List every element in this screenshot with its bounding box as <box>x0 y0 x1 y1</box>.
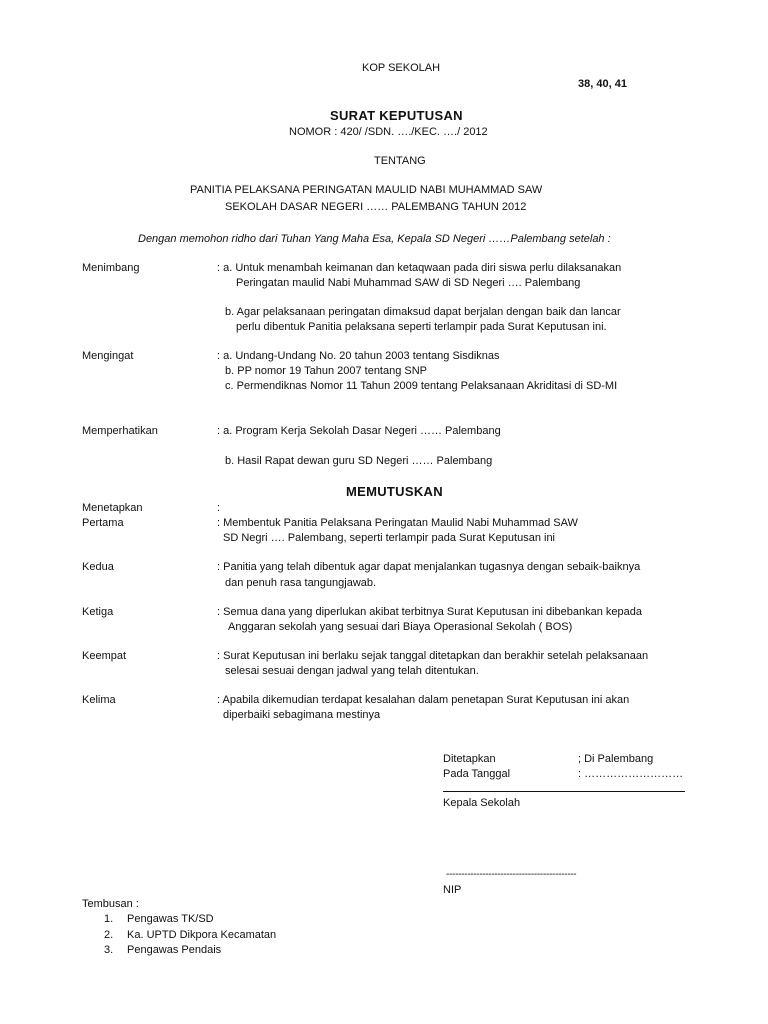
memperhatikan-b: b. Hasil Rapat dewan guru SD Negeri …… Palembang <box>225 455 493 467</box>
menimbang-b-line1: b. Agar pelaksanaan peringatan dimaksud dapat berjalan dengan baik dan lancar <box>225 306 621 318</box>
tembusan-title: Tembusan : <box>82 898 139 910</box>
signature-dashed-line: ------------------------------------------- <box>446 869 577 880</box>
kelima-line1: : Apabila dikemudian terdapat kesalahan dalam penetapan Surat Keputusan ini akan <box>217 694 630 706</box>
kedua-line1: : Panitia yang telah dibentuk agar dapat menjalankan tugasnya dengan sebaik-baiknya <box>217 561 641 573</box>
memutuskan-heading: MEMUTUSKAN <box>346 484 443 499</box>
pertama-line2: SD Negri …. Palembang, seperti terlampir pada Surat Keputusan ini <box>223 532 556 544</box>
memperhatikan-label: Memperhatikan <box>82 425 158 437</box>
kedua-label: Kedua <box>82 561 114 573</box>
mengingat-b: b. PP nomor 19 Tahun 2007 tentang SNP <box>225 365 428 377</box>
pada-tanggal-value: : ……………………… <box>578 768 684 780</box>
page-reference: 38, 40, 41 <box>578 78 627 90</box>
ditetapkan-value: ; Di Palembang <box>578 753 654 765</box>
tembusan-item-number: 2. <box>104 929 114 941</box>
mengingat-label: Mengingat <box>82 350 134 362</box>
ketiga-line2: Anggaran sekolah yang sesuai dari Biaya Operasional Sekolah ( BOS) <box>228 621 573 633</box>
tembusan-item-number: 3. <box>104 944 114 956</box>
ditetapkan-label: Ditetapkan <box>443 753 496 765</box>
tentang-heading: TENTANG <box>374 155 426 167</box>
keempat-line1: : Surat Keputusan ini berlaku sejak tanggal ditetapkan dan berakhir setelah pelaksanaan <box>217 650 649 662</box>
menetapkan-label: Menetapkan <box>82 502 143 514</box>
document-title: SURAT KEPUTUSAN <box>330 108 463 123</box>
document-number: NOMOR : 420/ /SDN. …./KEC. …./ 2012 <box>289 126 488 138</box>
kop-sekolah: KOP SEKOLAH <box>362 62 441 74</box>
menimbang-a-line2: Peringatan maulid Nabi Muhammad SAW di SD Negeri …. Palembang <box>236 277 581 289</box>
pertama-label: Pertama <box>82 517 124 529</box>
menimbang-b-line2: perlu dibentuk Panitia pelaksana seperti terlampir pada Surat Keputusan ini. <box>236 321 607 333</box>
preamble: Dengan memohon ridho dari Tuhan Yang Maha Esa, Kepala SD Negeri ……Palembang setelah : <box>138 233 611 245</box>
mengingat-a: : a. Undang-Undang No. 20 tahun 2003 tentang Sisdiknas <box>217 350 500 362</box>
menimbang-a-line1: : a. Untuk menambah keimanan dan ketaqwaan pada diri siswa perlu dilaksanakan <box>217 262 622 274</box>
kelima-label: Kelima <box>82 694 116 706</box>
subject-line-2: SEKOLAH DASAR NEGERI …… PALEMBANG TAHUN 2012 <box>225 201 527 213</box>
tembusan-item: Ka. UPTD Dikpora Kecamatan <box>127 929 277 941</box>
memperhatikan-a: : a. Program Kerja Sekolah Dasar Negeri …… Palembang <box>217 425 501 437</box>
kedua-line2: dan penuh rasa tangungjawab. <box>225 577 377 589</box>
keempat-line2: selesai sesuai dengan jadwal yang telah ditentukan. <box>225 665 479 677</box>
tembusan-item-number: 1. <box>104 913 114 925</box>
menimbang-label: Menimbang <box>82 262 140 274</box>
subject-line-1: PANITIA PELAKSANA PERINGATAN MAULID NABI MUHAMMAD SAW <box>190 184 543 196</box>
pertama-line1: : Membentuk Panitia Pelaksana Peringatan Maulid Nabi Muhammad SAW <box>217 517 578 529</box>
pada-tanggal-label: Pada Tanggal <box>443 768 511 780</box>
signature-divider <box>443 791 685 792</box>
nip-label: NIP <box>443 884 462 896</box>
mengingat-c: c. Permendiknas Nomor 11 Tahun 2009 tentang Pelaksanaan Akriditasi di SD-MI <box>225 380 618 392</box>
tembusan-item: Pengawas TK/SD <box>127 913 214 925</box>
kepala-sekolah-label: Kepala Sekolah <box>443 797 521 809</box>
ketiga-line1: : Semua dana yang diperlukan akibat terbitnya Surat Keputusan ini dibebankan kepada <box>217 606 643 618</box>
tembusan-item: Pengawas Pendais <box>127 944 222 956</box>
menetapkan-colon: : <box>217 502 221 514</box>
ketiga-label: Ketiga <box>82 606 114 618</box>
kelima-line2: diperbaiki sebagimana mestinya <box>223 709 381 721</box>
keempat-label: Keempat <box>82 650 127 662</box>
